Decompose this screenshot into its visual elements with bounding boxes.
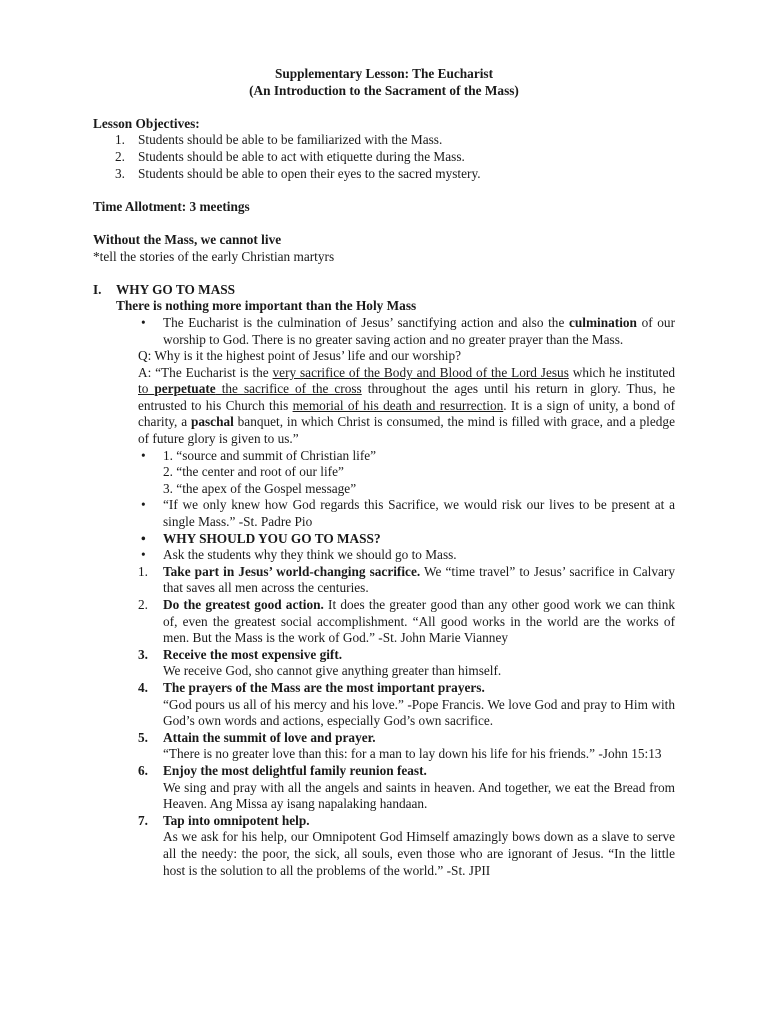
reason-item: 6. Enjoy the most delightful family reunion feast.	[138, 762, 427, 778]
time-allotment: Time Allotment: 3 meetings	[93, 198, 250, 214]
document-title: Supplementary Lesson: The Eucharist	[274, 66, 494, 81]
without-mass-heading: Without the Mass, we cannot live	[93, 231, 282, 247]
bullet-icon: •	[141, 497, 146, 513]
reason-item: 1. Take part in Jesus’ world-changing sacrifice. We “time travel” to Jesus’ sacrifice in Calvary that saves all men across the centuries.	[138, 563, 675, 596]
bullet-item: • Ask the students why they think we should go to Mass.	[141, 547, 457, 563]
reason-text: We receive God, sho cannot give anything greater than himself.	[163, 663, 502, 679]
question-text: Q: Why is it the highest point of Jesus’ life and our worship?	[138, 348, 462, 364]
reason-item: 5. Attain the summit of love and prayer.	[138, 729, 376, 745]
document-page	[93, 66, 675, 879]
sub-item: 2. “the center and root of our life”	[163, 464, 344, 480]
bullet-icon: •	[141, 547, 146, 563]
bullet-item: • “If we only knew how God regards this Sacrifice, we would risk our lives to be present at a single Mass.” -St. Padre Pio	[141, 497, 675, 530]
objective-item: 3. Students should be able to open their eyes to the sacred mystery.	[115, 165, 481, 181]
objectives-list	[93, 132, 675, 182]
bullet-icon: •	[141, 447, 146, 463]
objectives-heading: Lesson Objectives:	[93, 115, 200, 131]
reason-item: 4. The prayers of the Mass are the most important prayers.	[138, 679, 485, 695]
reason-text: “God pours us all of his mercy and his love.” -Pope Francis. We love God and pray to Him with God’s own words and actions, especially God’s own sacrifice.	[163, 696, 675, 729]
reason-item: 7. Tap into omnipotent help.	[138, 812, 310, 828]
document-subtitle: (An Introduction to the Sacrament of the Mass)	[249, 82, 519, 98]
bullet-item: • WHY SHOULD YOU GO TO MASS?	[141, 530, 381, 546]
tell-stories-note: *tell the stories of the early Christian martyrs	[93, 248, 335, 264]
reason-text: “There is no greater love than this: for a man to lay down his life for his friends.” -John 15:13	[163, 746, 662, 762]
objective-item: 2. Students should be able to act with etiquette during the Mass.	[115, 148, 465, 164]
reason-text: We sing and pray with all the angels and saints in heaven. And together, we eat the Bread from Heaven. Ang Missa ay isang napalaking handaan.	[163, 779, 675, 812]
bullet-item: • 1. “source and summit of Christian life”	[141, 447, 377, 463]
bullet-icon: •	[141, 530, 146, 546]
answer-text: A: “The Eucharist is the very sacrifice of the Body and Blood of the Lord Jesus which he instituted to perpetuate the sacrifice of the cross throughout the ages until his return in glory. Thus, he entrusted to his Church this memorial of his death and resurrection. It is a sign of unity, a bond of charity, a paschal banquet, in which Christ is consumed, the mind is filled with grace, and a pledge of future glory is given to us.”	[138, 364, 675, 447]
bullet-icon: •	[141, 314, 146, 330]
objective-item: 1. Students should be able to be familiarized with the Mass.	[115, 132, 443, 148]
bullet-item: • The Eucharist is the culmination of Jesus’ sanctifying action and also the culmination of our worship to God. There is no greater saving action and no greater prayer than the Mass.	[141, 314, 676, 347]
reason-text: As we ask for his help, our Omnipotent God Himself amazingly bows down as a slave to serve all the needy: the poor, the sick, all souls, even those who are ignorant of Jesus. “In the little host is the solution to all the problems of the world.” -St. JPII	[163, 829, 675, 878]
reason-item: 2. Do the greatest good action. It does the greater good than any other good work we can think of, even the greatest social accomplishment. “All good works in the world are the works of men. But the Mass is the work of God.” -St. John Marie Vianney	[138, 597, 676, 646]
reason-item: 3. Receive the most expensive gift.	[138, 646, 343, 662]
sub-item: 3. “the apex of the Gospel message”	[163, 480, 357, 496]
subheading: There is nothing more important than the Holy Mass	[116, 298, 417, 314]
section-heading: I. WHY GO TO MASS	[93, 281, 236, 297]
